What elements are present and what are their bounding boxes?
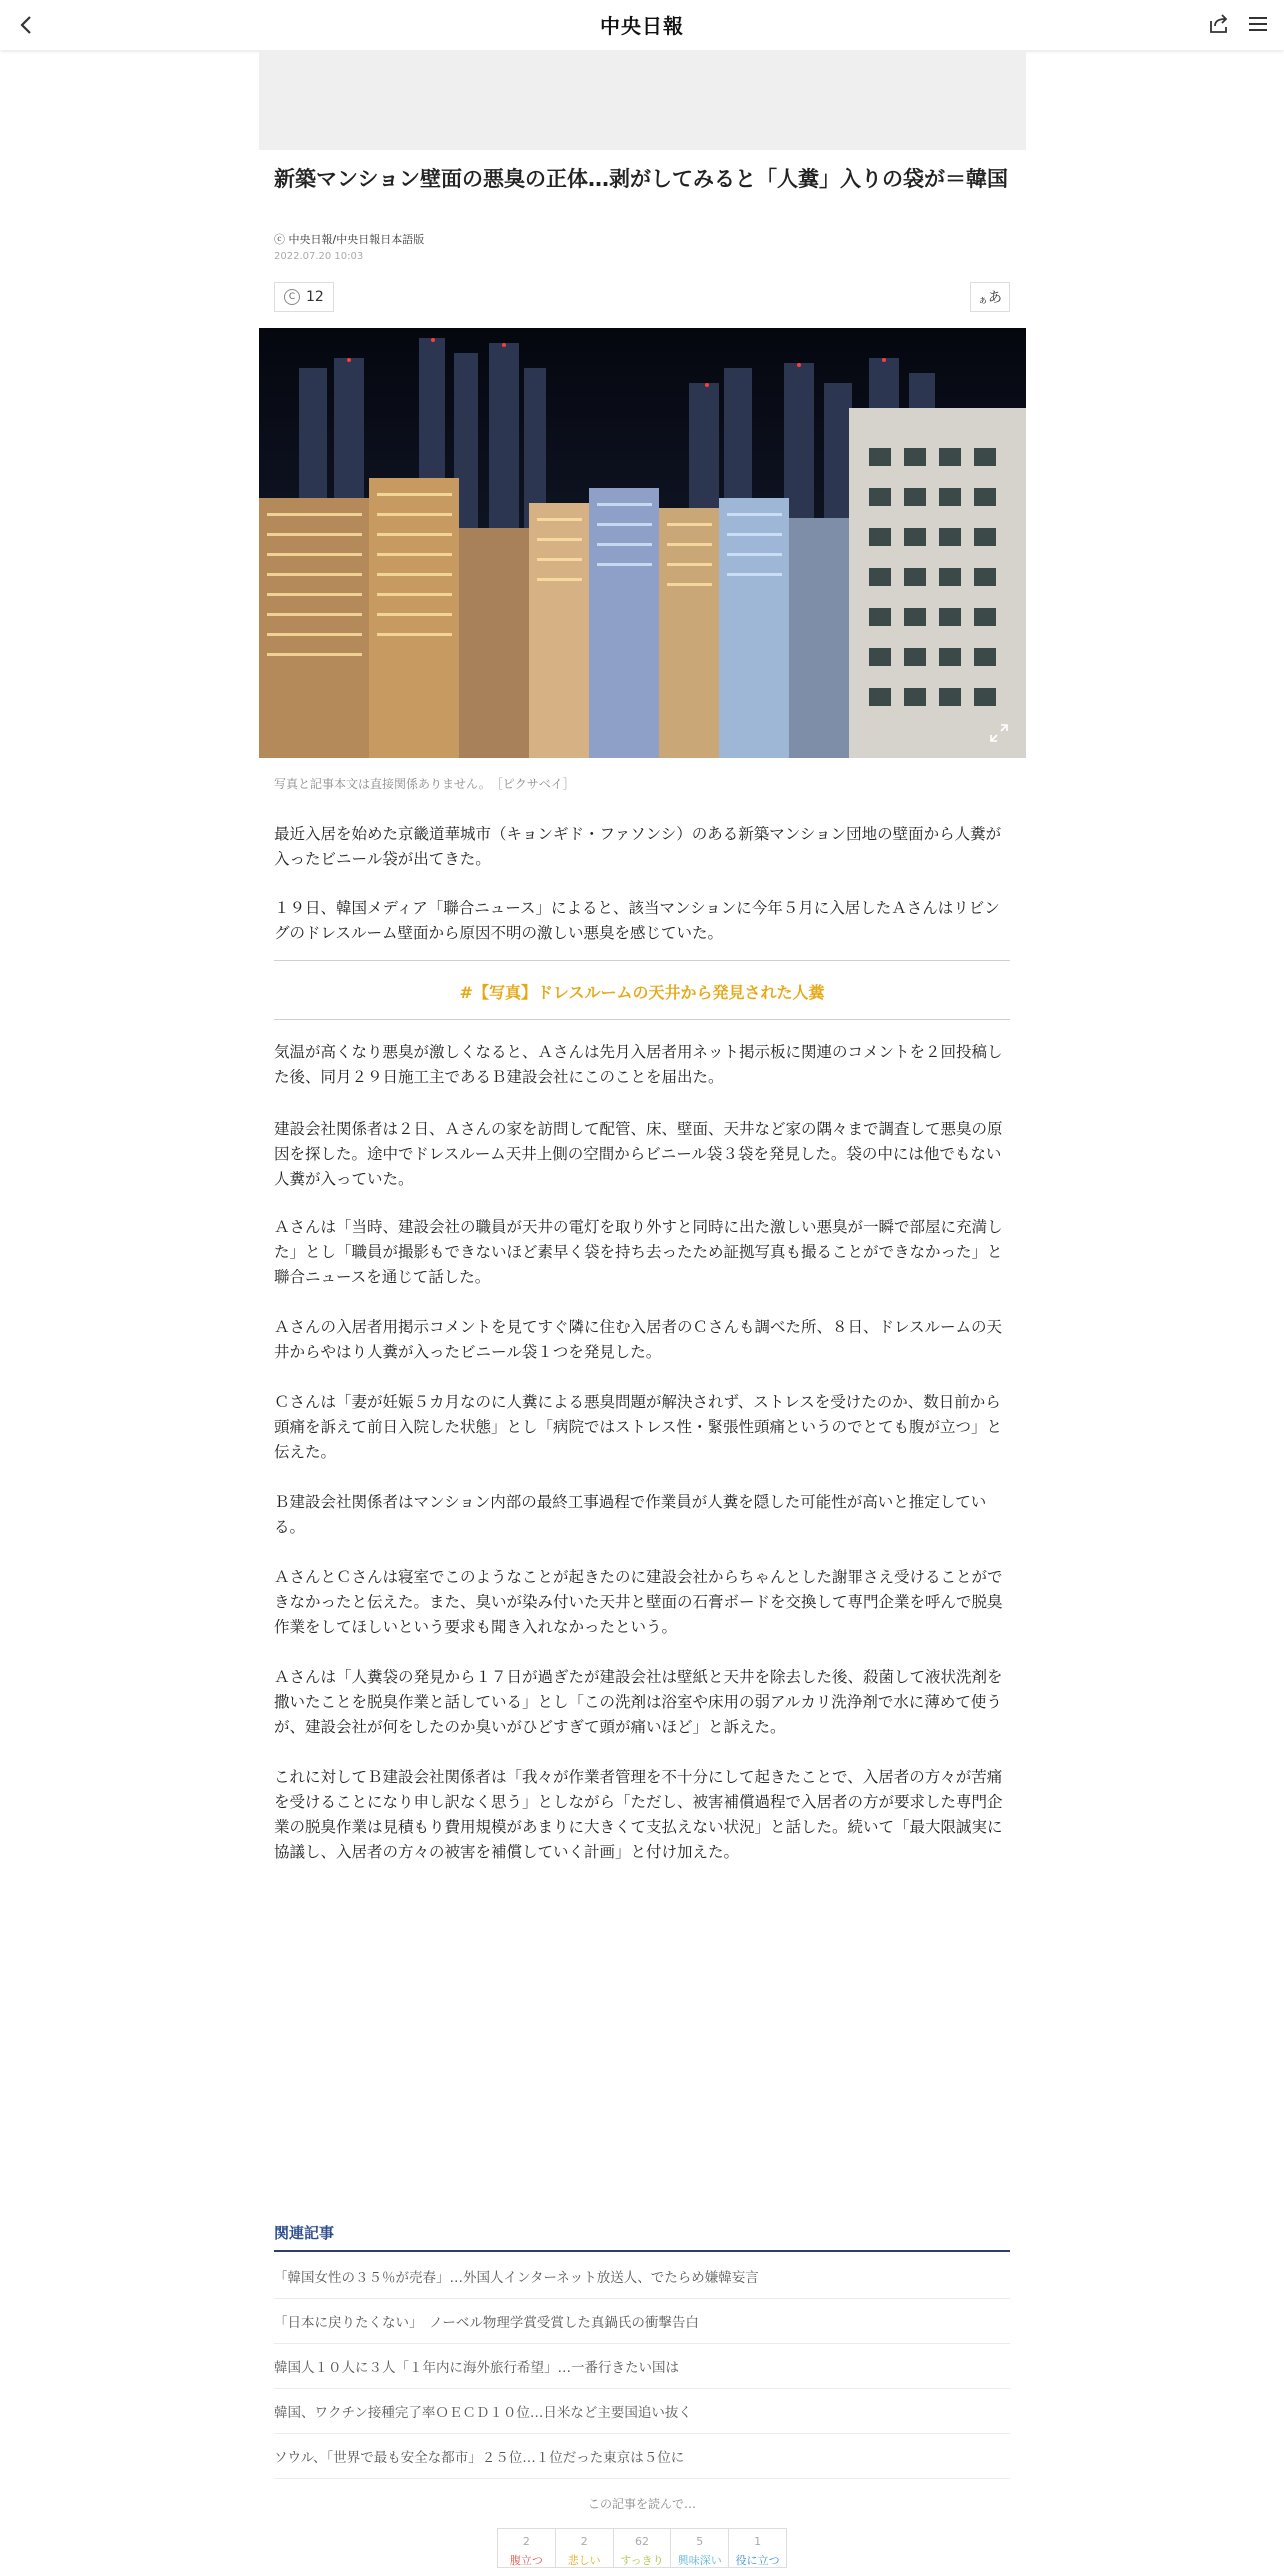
article-paragraph: Ｂ建設会社関係者はマンション内部の最終工事過程で作業員が人糞を隠した可能性が高いと推定している。 — [274, 1493, 987, 1536]
reaction-sad[interactable] — [556, 2529, 614, 2567]
related-article-link[interactable]: 韓国人１０人に３人「１年内に海外旅行希望」…一番行きたい国は — [274, 2344, 1010, 2389]
comment-count: 12 — [306, 289, 324, 305]
city-night-image — [259, 328, 1026, 758]
reaction-label: 役に立つ — [735, 2554, 780, 2567]
reaction-label: 興味深い — [677, 2554, 722, 2567]
reaction-prompt: この記事を読んで… — [587, 2497, 696, 2511]
related-article-link[interactable]: 「韓国女性の３５％が売春」…外国人インターネット放送人、でたらめ嫌韓妄言 — [274, 2254, 1010, 2299]
related-article-link[interactable]: ソウル、「世界で最も安全な都市」２５位…１位だった東京は５位に — [274, 2434, 1010, 2479]
article-paragraph: 気温が高くなり悪臭が激しくなると、Ａさんは先月入居者用ネット掲示板に関連のコメントを２回投稿した後、同月２９日施工主であるＢ建設会社にこのことを届出た。 — [274, 1043, 1003, 1086]
related-article-link[interactable]: 韓国、ワクチン接種完了率ＯＥＣＤ１０位…日米など主要国追い抜く — [274, 2389, 1010, 2434]
reaction-count: 2 — [522, 2535, 530, 2548]
font-size-button[interactable] — [970, 282, 1010, 312]
reaction-interesting[interactable] — [671, 2529, 729, 2567]
article-paragraph: Ａさんの入居者用掲示コメントを見てすぐ隣に住む入居者のＣさんも調べた所、８日、ドレスルームの天井からやはり人糞が入ったビニール袋１つを発見した。 — [274, 1318, 1003, 1361]
article-title: 新築マンション壁面の悪臭の正体…剥がしてみると「人糞」入りの袋が＝韓国 — [274, 167, 1009, 191]
reaction-count: 62 — [634, 2535, 649, 2548]
hamburger-menu-icon[interactable] — [1244, 11, 1272, 37]
ad-banner[interactable] — [259, 50, 1026, 150]
reaction-count: 2 — [580, 2535, 588, 2548]
divider — [274, 1019, 1010, 1020]
photo-caption: 写真と記事本文は直接関係ありません。 ［ピクサベイ］ — [274, 777, 575, 791]
photo-link-subheading[interactable]: #【写真】ドレスルームの天井から発見された人糞 — [459, 983, 825, 1002]
related-article-link[interactable]: 「日本に戻りたくない」 ノーベル物理学賞受賞した真鍋氏の衝撃告白 — [274, 2299, 1010, 2344]
article-date: 2022.07.20 10:03 — [274, 251, 364, 262]
reaction-label: 腹立つ — [509, 2554, 543, 2567]
reaction-count: 1 — [754, 2535, 762, 2548]
reaction-useful[interactable] — [729, 2529, 786, 2567]
site-logo[interactable]: 中央日報 — [600, 14, 684, 38]
article-credit: ⓒ 中央日報/中央日報日本語版 — [274, 233, 425, 246]
expand-icon[interactable] — [988, 722, 1010, 744]
comment-icon: C — [284, 289, 300, 305]
reaction-label: すっきり — [620, 2554, 664, 2567]
article-paragraph: Ｃさんは「妻が妊娠５カ月なのに人糞による悪臭問題が解決されず、ストレスを受けたのか、数日前から頭痛を訴えて前日入院した状態」とし「病院ではストレス性・緊張性頭痛というのでとても腹が立つ」と伝えた。 — [274, 1393, 1003, 1461]
font-size-small-glyph: ぁ — [978, 295, 988, 306]
divider — [274, 960, 1010, 961]
reaction-refreshed[interactable] — [614, 2529, 672, 2567]
article-paragraph: １９日、韓国メディア「聯合ニュース」によると、該当マンションに今年５月に入居したＡさんはリビングのドレスルーム壁面から原因不明の激しい悪臭を感じていた。 — [274, 899, 1000, 942]
article-photo[interactable] — [259, 328, 1026, 758]
article-paragraph: 最近入居を始めた京畿道華城市（キョンギド・ファソンシ）のある新築マンション団地の壁面から人糞が入ったビニール袋が出てきた。 — [274, 825, 1002, 868]
top-bar — [0, 0, 1284, 50]
article-paragraph: これに対してＢ建設会社関係者は「我々が作業者管理を不十分にして起きたことで、入居者の方々が苦痛を受けることになり申し訳なく思う」としながら「ただし、被害補償過程で入居者の方が要求した専門企業の脱臭作業は見積もり費用規模があまりに大きくて支払えない状況」と話した。続いて「最大限誠実に協議し、入居者の方々の被害を補償していく計画」と付け加えた。 — [274, 1768, 1003, 1861]
article-paragraph: 建設会社関係者は２日、Ａさんの家を訪問して配管、床、壁面、天井など家の隅々まで調査して悪臭の原因を探した。途中でドレスルーム天井上側の空間からビニール袋３袋を発見した。袋の中には他でもない人糞が入っていた。 — [274, 1120, 1003, 1188]
font-size-big-glyph: あ — [988, 290, 1002, 306]
comments-button[interactable] — [274, 282, 334, 312]
reaction-label: 悲しい — [567, 2554, 601, 2567]
article-paragraph: Ａさんは「当時、建設会社の職員が天井の電灯を取り外すと同時に出た激しい悪臭が一瞬で部屋に充満した」とし「職員が撮影もできないほど素早く袋を持ち去ったため証拠写真も撮ることができなかった」と聯合ニュースを通じて話した。 — [274, 1218, 1003, 1286]
share-icon[interactable] — [1206, 11, 1232, 37]
reaction-count: 5 — [696, 2535, 704, 2548]
reaction-bar — [497, 2528, 787, 2568]
article-paragraph: ＡさんとＣさんは寝室でこのようなことが起きたのに建設会社からちゃんとした謝罪さえ受けることができなかったと伝えた。また、臭いが染み付いた天井と壁面の石膏ボードを交換して専門企業を呼んで脱臭作業をしてほしいという要求も聞き入れなかったという。 — [274, 1568, 1003, 1636]
related-articles-heading: 関連記事 — [274, 2224, 335, 2242]
related-rule — [274, 2250, 1010, 2252]
reaction-angry[interactable] — [498, 2529, 556, 2567]
article-paragraph: Ａさんは「人糞袋の発見から１７日が過ぎたが建設会社は壁紙と天井を除去した後、殺菌して液状洗剤を撒いたことを脱臭作業と話している」とし「この洗剤は浴室や床用の弱アルカリ洗浄剤で水に薄めて使うが、建設会社が何をしたのか臭いがひどすぎて頭が痛いほど」と訴えた。 — [274, 1668, 1003, 1736]
